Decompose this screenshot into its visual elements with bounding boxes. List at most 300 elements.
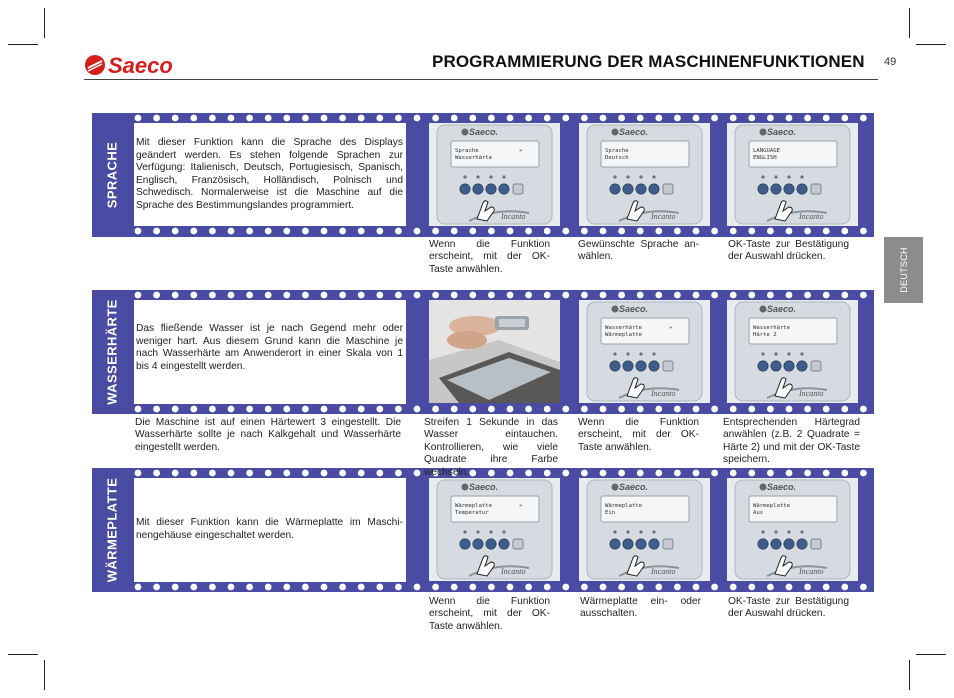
decorative-dot	[730, 470, 737, 477]
saeco-logo	[84, 52, 196, 78]
decorative-dot	[562, 292, 569, 299]
display-text: Wasserhärte Härte 2	[753, 325, 791, 338]
decorative-dot	[711, 584, 718, 591]
dot-strip	[92, 113, 874, 123]
decorative-dot	[135, 228, 142, 235]
decorative-dot	[618, 584, 625, 591]
decorative-dot	[655, 584, 662, 591]
panel-drawing	[727, 300, 858, 403]
decorative-dot	[804, 115, 811, 122]
decorative-dot	[172, 115, 179, 122]
decorative-dot	[246, 115, 253, 122]
decorative-dot	[544, 406, 551, 413]
decorative-dot	[228, 292, 235, 299]
decorative-dot	[562, 228, 569, 235]
decorative-dot	[246, 292, 253, 299]
machine-panel-image	[727, 123, 858, 226]
language-tab: DEUTSCH	[884, 237, 923, 303]
machine-panel-image	[579, 123, 710, 226]
decorative-dot	[321, 292, 328, 299]
decorative-dot	[507, 228, 514, 235]
section-label: WÄRMEPLATTE	[104, 477, 120, 583]
decorative-dot	[507, 406, 514, 413]
decorative-dot	[637, 470, 644, 477]
decorative-dot	[525, 406, 532, 413]
decorative-dot	[562, 470, 569, 477]
decorative-dot	[395, 292, 402, 299]
decorative-dot	[265, 292, 272, 299]
decorative-dot	[786, 228, 793, 235]
decorative-dot	[488, 115, 495, 122]
decorative-dot	[655, 406, 662, 413]
decorative-dot	[860, 470, 867, 477]
decorative-dot	[246, 406, 253, 413]
decorative-dot	[823, 470, 830, 477]
decorative-dot	[711, 115, 718, 122]
decorative-dot	[209, 470, 216, 477]
decorative-dot	[730, 292, 737, 299]
decorative-dot	[748, 115, 755, 122]
decorative-dot	[674, 292, 681, 299]
decorative-dot	[618, 292, 625, 299]
panel-drawing	[429, 123, 560, 226]
decorative-dot	[469, 115, 476, 122]
section-description: Mit dieser Funktion kann die Sprache des Displays geändert werden. Es stehen folgende Sprachen zur Verfügung: Italienisch, Deutsch, Portugiesisch, Spanisch, Englisch, Französisch, Holländisch, Polnisch und Schwedisch. Normalerweise ist die Maschine auf die Sprache des Bestimmungslandes programmiert.	[134, 123, 406, 226]
svg-text:Incanto: Incanto	[799, 567, 824, 576]
decorative-dot	[674, 470, 681, 477]
decorative-dot	[358, 228, 365, 235]
decorative-dot	[414, 584, 421, 591]
step-caption: OK-Taste zur Bestätigung der Auswahl drücken.	[728, 239, 849, 263]
decorative-dot	[618, 228, 625, 235]
svg-text:Saeco.: Saeco.	[469, 127, 499, 137]
decorative-dot	[432, 292, 439, 299]
display-text: LANGUAGE ENGLISH	[753, 148, 780, 161]
svg-text:Incanto: Incanto	[799, 389, 824, 398]
crop-mark	[44, 660, 45, 690]
decorative-dot	[767, 406, 774, 413]
decorative-dot	[190, 584, 197, 591]
decorative-dot	[246, 470, 253, 477]
decorative-dot	[674, 406, 681, 413]
decorative-dot	[600, 406, 607, 413]
decorative-dot	[469, 584, 476, 591]
decorative-dot	[135, 584, 142, 591]
decorative-dot	[153, 584, 160, 591]
decorative-dot	[823, 584, 830, 591]
decorative-dot	[135, 406, 142, 413]
decorative-dot	[190, 470, 197, 477]
decorative-dot	[172, 228, 179, 235]
decorative-dot	[302, 228, 309, 235]
decorative-dot	[432, 228, 439, 235]
crop-mark	[909, 8, 910, 38]
decorative-dot	[190, 406, 197, 413]
decorative-dot	[209, 228, 216, 235]
decorative-dot	[823, 406, 830, 413]
machine-panel-image	[727, 300, 858, 403]
decorative-dot	[711, 406, 718, 413]
decorative-dot	[767, 115, 774, 122]
decorative-dot	[246, 584, 253, 591]
svg-text:Saeco.: Saeco.	[767, 127, 797, 137]
decorative-dot	[302, 584, 309, 591]
decorative-dot	[451, 292, 458, 299]
decorative-dot	[655, 115, 662, 122]
panel-drawing	[579, 478, 710, 581]
decorative-dot	[860, 228, 867, 235]
test-strip-photo	[429, 300, 560, 403]
svg-text:Incanto: Incanto	[501, 212, 526, 221]
machine-panel-image	[727, 478, 858, 581]
decorative-dot	[469, 228, 476, 235]
svg-text:Incanto: Incanto	[651, 567, 676, 576]
decorative-dot	[841, 115, 848, 122]
decorative-dot	[655, 292, 662, 299]
decorative-dot	[153, 470, 160, 477]
decorative-dot	[321, 470, 328, 477]
decorative-dot	[414, 115, 421, 122]
decorative-dot	[581, 584, 588, 591]
decorative-dot	[469, 406, 476, 413]
decorative-dot	[376, 228, 383, 235]
dot-strip	[92, 290, 874, 300]
svg-text:Saeco: Saeco	[108, 53, 173, 78]
dot-strip	[92, 404, 874, 414]
decorative-dot	[153, 228, 160, 235]
decorative-dot	[228, 115, 235, 122]
decorative-dot	[135, 115, 142, 122]
decorative-dot	[600, 292, 607, 299]
decorative-dot	[860, 292, 867, 299]
decorative-dot	[302, 470, 309, 477]
decorative-dot	[544, 292, 551, 299]
decorative-dot	[451, 228, 458, 235]
decorative-dot	[376, 470, 383, 477]
decorative-dot	[395, 584, 402, 591]
decorative-dot	[693, 292, 700, 299]
svg-text:Incanto: Incanto	[501, 567, 526, 576]
decorative-dot	[748, 406, 755, 413]
decorative-dot	[711, 470, 718, 477]
decorative-dot	[823, 292, 830, 299]
decorative-dot	[823, 115, 830, 122]
decorative-dot	[823, 228, 830, 235]
decorative-dot	[358, 115, 365, 122]
decorative-dot	[730, 406, 737, 413]
decorative-dot	[637, 115, 644, 122]
decorative-dot	[414, 406, 421, 413]
decorative-dot	[544, 228, 551, 235]
step-caption: Wenn die Funktion erscheint, mit der OK-Taste anwählen.	[429, 596, 550, 632]
decorative-dot	[302, 406, 309, 413]
svg-text:Saeco.: Saeco.	[619, 127, 649, 137]
crop-mark	[8, 654, 38, 655]
decorative-dot	[172, 470, 179, 477]
crop-mark	[8, 44, 38, 45]
machine-panel-image	[429, 478, 560, 581]
svg-text:Incanto: Incanto	[651, 389, 676, 398]
decorative-dot	[376, 584, 383, 591]
decorative-dot	[786, 115, 793, 122]
section-label: SPRACHE	[104, 141, 120, 209]
decorative-dot	[525, 292, 532, 299]
decorative-dot	[265, 406, 272, 413]
crop-mark	[909, 660, 910, 690]
decorative-dot	[618, 115, 625, 122]
decorative-dot	[507, 292, 514, 299]
decorative-dot	[339, 406, 346, 413]
decorative-dot	[507, 115, 514, 122]
decorative-dot	[562, 584, 569, 591]
decorative-dot	[488, 406, 495, 413]
decorative-dot	[748, 470, 755, 477]
decorative-dot	[674, 584, 681, 591]
decorative-dot	[860, 115, 867, 122]
decorative-dot	[786, 470, 793, 477]
decorative-dot	[693, 406, 700, 413]
decorative-dot	[600, 115, 607, 122]
step-caption: Gewünschte Sprache an-wählen.	[578, 239, 699, 263]
panel-drawing	[727, 478, 858, 581]
decorative-dot	[209, 584, 216, 591]
decorative-dot	[786, 406, 793, 413]
crop-mark	[916, 654, 946, 655]
decorative-dot	[730, 584, 737, 591]
decorative-dot	[804, 292, 811, 299]
decorative-dot	[786, 584, 793, 591]
decorative-dot	[581, 406, 588, 413]
section-note: Die Maschine ist auf einen Härtewert 3 eingestellt. Die Wasserhärte sollte je nach Kalkgehalt und Wasserhärte eingestellt werden.	[135, 417, 401, 453]
decorative-dot	[693, 115, 700, 122]
decorative-dot	[190, 228, 197, 235]
decorative-dot	[748, 228, 755, 235]
decorative-dot	[358, 292, 365, 299]
decorative-dot	[358, 584, 365, 591]
decorative-dot	[246, 228, 253, 235]
decorative-dot	[767, 228, 774, 235]
svg-text:Incanto: Incanto	[799, 212, 824, 221]
svg-text:Saeco.: Saeco.	[767, 482, 797, 492]
section-label: WASSERHÄRTE	[104, 299, 120, 405]
machine-panel-image	[579, 478, 710, 581]
decorative-dot	[600, 228, 607, 235]
decorative-dot	[228, 406, 235, 413]
display-text: Sprache » Wasserhärte	[455, 148, 523, 161]
machine-panel-image	[429, 123, 560, 226]
decorative-dot	[283, 228, 290, 235]
decorative-dot	[841, 470, 848, 477]
decorative-dot	[525, 115, 532, 122]
decorative-dot	[767, 292, 774, 299]
decorative-dot	[414, 470, 421, 477]
svg-text:Saeco.: Saeco.	[767, 304, 797, 314]
decorative-dot	[265, 228, 272, 235]
panel-drawing	[727, 123, 858, 226]
decorative-dot	[283, 470, 290, 477]
decorative-dot	[637, 228, 644, 235]
decorative-dot	[376, 406, 383, 413]
decorative-dot	[841, 228, 848, 235]
dot-strip	[92, 226, 874, 236]
decorative-dot	[321, 584, 328, 591]
decorative-dot	[525, 584, 532, 591]
decorative-dot	[544, 584, 551, 591]
decorative-dot	[507, 584, 514, 591]
decorative-dot	[600, 470, 607, 477]
crop-mark	[44, 8, 45, 38]
decorative-dot	[135, 470, 142, 477]
decorative-dot	[432, 584, 439, 591]
decorative-dot	[302, 292, 309, 299]
panel-drawing	[429, 478, 560, 581]
decorative-dot	[562, 406, 569, 413]
decorative-dot	[618, 406, 625, 413]
decorative-dot	[265, 470, 272, 477]
decorative-dot	[228, 228, 235, 235]
decorative-dot	[228, 584, 235, 591]
display-text: Wärmeplatte Aus	[753, 503, 791, 516]
decorative-dot	[655, 228, 662, 235]
decorative-dot	[637, 584, 644, 591]
decorative-dot	[581, 470, 588, 477]
decorative-dot	[841, 406, 848, 413]
decorative-dot	[209, 115, 216, 122]
decorative-dot	[172, 292, 179, 299]
decorative-dot	[265, 115, 272, 122]
decorative-dot	[339, 115, 346, 122]
svg-text:Saeco.: Saeco.	[619, 482, 649, 492]
decorative-dot	[153, 292, 160, 299]
decorative-dot	[618, 470, 625, 477]
decorative-dot	[655, 470, 662, 477]
dot-strip	[92, 582, 874, 592]
display-text: Wärmeplatte Ein	[605, 503, 643, 516]
step-caption: Wenn die Funktion erscheint, mit der OK-Taste anwählen.	[429, 239, 550, 275]
decorative-dot	[283, 584, 290, 591]
display-text: Sprache Deutsch	[605, 148, 629, 161]
decorative-dot	[804, 228, 811, 235]
decorative-dot	[339, 584, 346, 591]
decorative-dot	[339, 228, 346, 235]
decorative-dot	[451, 406, 458, 413]
decorative-dot	[711, 292, 718, 299]
decorative-dot	[395, 115, 402, 122]
decorative-dot	[414, 292, 421, 299]
decorative-dot	[302, 115, 309, 122]
decorative-dot	[804, 470, 811, 477]
decorative-dot	[488, 228, 495, 235]
decorative-dot	[172, 406, 179, 413]
decorative-dot	[376, 115, 383, 122]
decorative-dot	[395, 470, 402, 477]
decorative-dot	[693, 470, 700, 477]
panel-drawing	[579, 300, 710, 403]
decorative-dot	[730, 228, 737, 235]
section-description: Das fließende Wasser ist je nach Gegend mehr oder weniger hart. Aus diesem Grund kann die Maschine je nach Wasserhärte am Anwenderort in einer Skala von 1 bis 4 eingestellt werden.	[134, 300, 406, 404]
decorative-dot	[786, 292, 793, 299]
decorative-dot	[321, 115, 328, 122]
decorative-dot	[693, 228, 700, 235]
decorative-dot	[432, 406, 439, 413]
decorative-dot	[804, 584, 811, 591]
display-text: Wasserhärte » Wärmeplatte	[605, 325, 673, 338]
decorative-dot	[748, 584, 755, 591]
decorative-dot	[637, 292, 644, 299]
decorative-dot	[395, 228, 402, 235]
header-divider	[84, 79, 878, 80]
decorative-dot	[209, 406, 216, 413]
decorative-dot	[693, 584, 700, 591]
crop-mark	[916, 44, 946, 45]
decorative-dot	[135, 292, 142, 299]
decorative-dot	[860, 584, 867, 591]
decorative-dot	[321, 228, 328, 235]
step-caption: Entsprechenden Härtegrad anwählen (z.B. 2 Quadrate = Härte 2) und mit der OK-Taste speichern.	[723, 417, 860, 466]
decorative-dot	[581, 292, 588, 299]
svg-text:Incanto: Incanto	[651, 212, 676, 221]
step-caption: OK-Taste zur Bestätigung der Auswahl drücken.	[728, 596, 849, 620]
decorative-dot	[525, 228, 532, 235]
decorative-dot	[153, 115, 160, 122]
decorative-dot	[469, 292, 476, 299]
decorative-dot	[841, 584, 848, 591]
decorative-dot	[841, 292, 848, 299]
machine-panel-image	[579, 300, 710, 403]
decorative-dot	[265, 584, 272, 591]
decorative-dot	[581, 228, 588, 235]
svg-text:Saeco.: Saeco.	[619, 304, 649, 314]
page-number: 49	[884, 56, 897, 68]
step-caption: Wenn die Funktion erscheint, mit der OK-Taste anwählen.	[578, 417, 699, 453]
page-title: PROGRAMMIERUNG DER MASCHINENFUNKTIONEN	[432, 52, 865, 71]
decorative-dot	[414, 228, 421, 235]
decorative-dot	[395, 406, 402, 413]
decorative-dot	[283, 406, 290, 413]
decorative-dot	[339, 292, 346, 299]
decorative-dot	[451, 584, 458, 591]
decorative-dot	[283, 115, 290, 122]
decorative-dot	[358, 470, 365, 477]
svg-text:Saeco.: Saeco.	[469, 482, 499, 492]
decorative-dot	[767, 470, 774, 477]
decorative-dot	[637, 406, 644, 413]
decorative-dot	[562, 115, 569, 122]
display-text: Wärmeplatte » Temperatur	[455, 503, 523, 516]
decorative-dot	[172, 584, 179, 591]
step-caption: Streifen 1 Sekunde in das Wasser eintauchen. Kontrollieren, wie viele Quadrate ihre Farbe wechseln.	[424, 417, 558, 478]
step-caption: Wärmeplatte ein- oder ausschalten.	[580, 596, 701, 620]
decorative-dot	[674, 228, 681, 235]
decorative-dot	[376, 292, 383, 299]
decorative-dot	[860, 406, 867, 413]
decorative-dot	[730, 115, 737, 122]
panel-drawing	[579, 123, 710, 226]
decorative-dot	[488, 584, 495, 591]
decorative-dot	[804, 406, 811, 413]
decorative-dot	[190, 292, 197, 299]
decorative-dot	[488, 292, 495, 299]
decorative-dot	[711, 228, 718, 235]
decorative-dot	[339, 470, 346, 477]
decorative-dot	[358, 406, 365, 413]
decorative-dot	[544, 115, 551, 122]
decorative-dot	[228, 470, 235, 477]
decorative-dot	[600, 584, 607, 591]
decorative-dot	[190, 115, 197, 122]
decorative-dot	[748, 292, 755, 299]
decorative-dot	[674, 115, 681, 122]
